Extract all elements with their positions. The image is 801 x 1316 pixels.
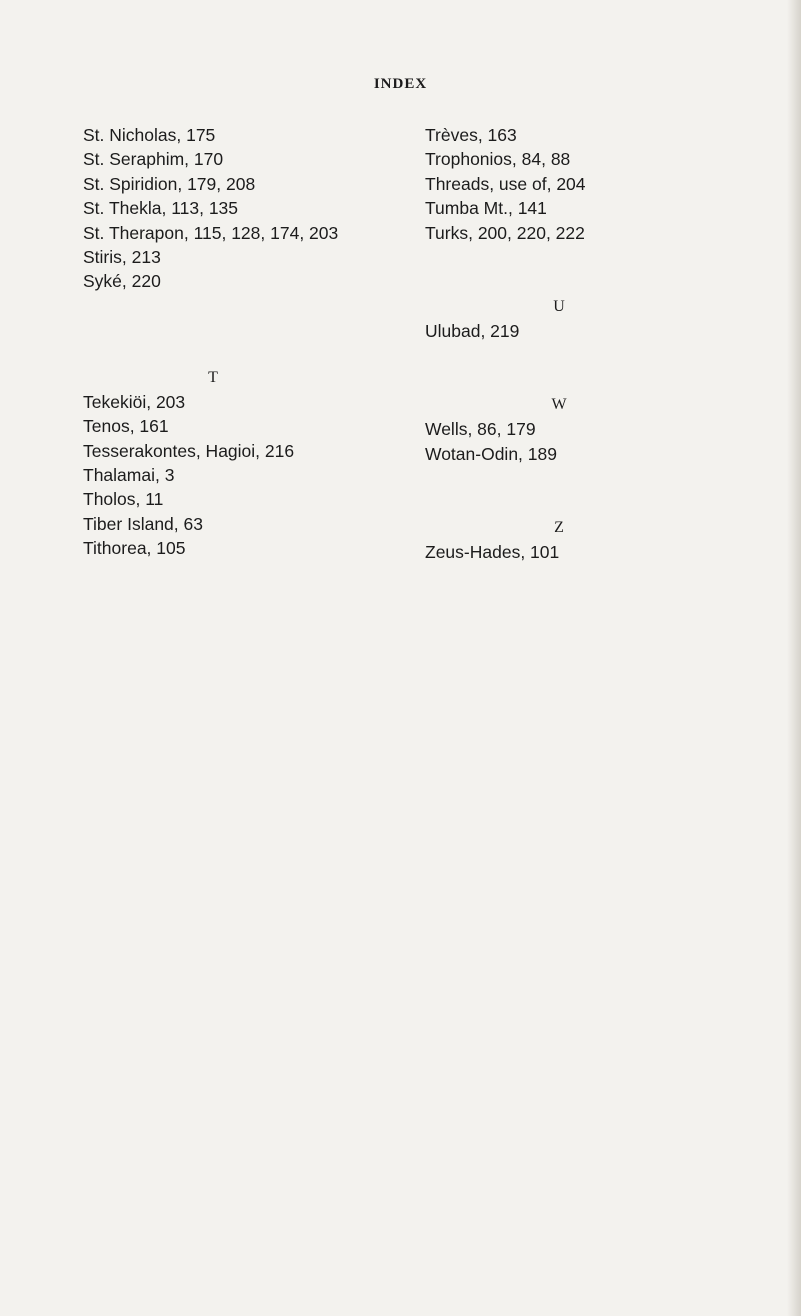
index-entry: Turks, 200, 220, 222 — [425, 222, 585, 243]
index-entry: St. Thekla, 113, 135 — [83, 198, 239, 219]
index-entry: Wotan-Odin, 189 — [425, 443, 557, 464]
index-entry: Tumba Mt., 141 — [425, 198, 547, 219]
index-entry: St. Nicholas, 175 — [83, 125, 216, 145]
index-entry: Trophonios, 84, 88 — [425, 149, 571, 170]
section-letter-z: Z — [554, 519, 564, 537]
index-entry: Stiris, 213 — [83, 247, 161, 268]
index-entry: Trèves, 163 — [425, 125, 517, 145]
section-letter-w: W — [551, 396, 567, 414]
index-entry: St. Spiridion, 179, 208 — [83, 173, 256, 194]
index-entry: Tesserakontes, Hagioi, 216 — [83, 440, 295, 461]
index-entry: St. Therapon, 115, 128, 174, 203 — [83, 222, 339, 243]
section-letter-t: T — [208, 368, 218, 386]
page-title: INDEX — [373, 76, 428, 92]
index-entry: Tithorea, 105 — [83, 538, 186, 559]
index-entry: Wells, 86, 179 — [425, 419, 536, 440]
section-letter-u: U — [553, 298, 565, 316]
index-entry: Tekekiöi, 203 — [83, 391, 186, 412]
index-entry: St. Seraphim, 170 — [83, 149, 224, 170]
index-entry: Thalamai, 3 — [83, 465, 175, 486]
index-entry: Tiber Island, 63 — [83, 513, 203, 534]
index-entry: Tenos, 161 — [83, 416, 169, 437]
page-edge-shadow — [787, 0, 801, 1316]
index-column-left — [83, 123, 383, 561]
index-entry: Syké, 220 — [83, 271, 161, 292]
index-entry: Ulubad, 219 — [425, 321, 520, 342]
index-entry: Zeus-Hades, 101 — [425, 542, 560, 563]
index-entry: Tholos, 11 — [83, 489, 164, 510]
index-entry: Threads, use of, 204 — [425, 173, 586, 194]
index-column-right — [425, 123, 745, 565]
